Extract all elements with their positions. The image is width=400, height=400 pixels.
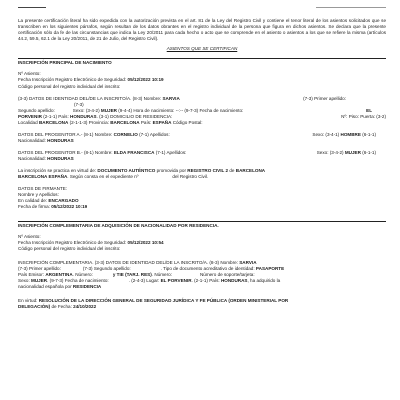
nationality-identity-data: INSCRIPCIÓN COMPLEMENTARIA. (3-3) DATOS DE IDENTIDAD DEL/DE LA INSCRITO/A. (8-3) Nombre: SARVIA (7-3) Primer apellido: (7-3) Segundo apellido: . Tipo de documento acreditativo de identidad: PASAPORTE País Emisor: ARGENTINA . Número: y TIE (TARJ. RES) . Número: Número de soporte/tarjeta: Sexo: MUJER . (9-7-3) Fecha de nacimiento: . (2-4-3) Lugar: EL PORVENIR . (2-1-1) País: HONDURAS , ha adquirido la nacionalidad española por RESIDENCIA — [18, 259, 285, 289]
parent-b-data: DATOS DEL PROGENITOR B.- (8-1) Nombre: ELDA FRANCISCA (7-1) Apellidos: Sexo: (3-4-2) MUJER (6-1-1) Nacionalidad: HONDURAS — [18, 150, 376, 162]
personal-code-label: Código personal del registro individual del inscrito: — [18, 245, 121, 251]
personal-code-label: Código personal del registro individual del inscrito: — [18, 83, 121, 89]
parent-a-data: DATOS DEL PROGENITOR A.- (8-1) Nombre: CORNELIO (7-1) Apellidos: Sexo: (3-4-1) HOMBRE (6-1-1) Nacionalidad: HONDURAS — [18, 131, 376, 143]
identity-line-1b: (7-3) — [74, 101, 84, 107]
nationality-entry-header — [18, 234, 386, 252]
header-rule-left — [18, 7, 46, 8]
birth-entry-header — [18, 71, 386, 89]
identity-line-2: Segundo apellido: Sexo: (3-4-2) MUJER (9-4-4) Hora de nacimiento: --:-- (9-7-3) Fecha de nacimiento: EL — [18, 107, 372, 113]
entry-number-label: Nº Asiento: — [18, 233, 41, 239]
identity-line-1: (3-3) DATOS DE IDENTIDAD DEL/DE LA INSCRITO/A. (8-3) Nombre: SARVIA (7-3) Primer apellido: — [18, 95, 346, 101]
entry-date: 05/12/2022 10:54 — [127, 239, 164, 245]
inscription-basis: La inscripción se practica en virtud de: DOCUMENTO AUTÉNTICO promovida por REGISTRO CIVIL 2 de BARCELONA BARCELONA ESPAÑA . Según consta en el expediente nº del Registro Civil. — [18, 168, 266, 180]
entry-date: 05/12/2022 10:19 — [127, 77, 164, 83]
page-header-marks — [18, 6, 386, 16]
entry-number-label: Nº Asiento: — [18, 71, 41, 77]
entry-date-line: Fecha Inscripción Registro Electrónico de Seguridad: 05/12/2022 10:19 — [18, 77, 164, 83]
signer-data: DATOS DE FIRMANTE: Nombre y Apellidos: En calidad de: ENCARGADO Fecha de firma: 05/12/2022 10:19 — [18, 186, 88, 210]
birth-identity-data — [18, 96, 386, 126]
entry-date-line: Fecha Inscripción Registro Electrónico de Seguridad: 05/12/2022 10:54 — [18, 239, 164, 245]
section-divider — [18, 221, 386, 222]
section-title-birth: INSCRIPCIÓN PRINCIPAL DE NACIMIENTO — [18, 60, 112, 66]
header-rule-right — [316, 7, 386, 10]
identity-line-4: Localidad BARCELONA (2-1-1-3) Provincia: BARCELONA País: ESPAÑA Código Postal: — [18, 119, 203, 125]
entries-caption: ASIENTOS QUE SE CERTIFICAN — [166, 46, 238, 52]
section-title-nationality: INSCRIPCIÓN COMPLEMENTARIA DE ADQUISICIÓN DE NACIONALIDAD POR RESIDENCIA. — [18, 222, 219, 228]
certification-intro: La presente certificación literal ha sido expedida con la autorización prevista en el art. 81 de la Ley del Registro Civil y contiene el tenor literal de los asientos solicitados que se transcriben en los siguientes párrafos, según resultan de los datos obrantes en el registro individual de la persona que figura en dichos asientos. Se declara que la presente certificación sólo da fe de las circunstancias que indica la Ley 20/2011 para cada hecho o acto que se comprende en el asiento o asientos a los que se refiere la misma (artículos 44.2, 59.5, 62.1 de la Ley 20/2011, de 21 de Julio, del Registro Civil). — [18, 18, 386, 42]
nationality-resolution: En virtud: RESOLUCIÓN DE LA DIRECCIÓN GENERAL DE SEGURIDAD JURÍDICA Y FE PÚBLICA (ORDEN MINISTERIAL POR DELEGACIÓN) de Fecha: 24/10/2022 — [18, 298, 289, 310]
identity-line-3: PORVENIR (2-1-1) País: HONDURAS . (3-1) DOMICILIO DE RESIDENCIA: Nº: Piso: Puerta: (3-2) — [18, 113, 386, 119]
